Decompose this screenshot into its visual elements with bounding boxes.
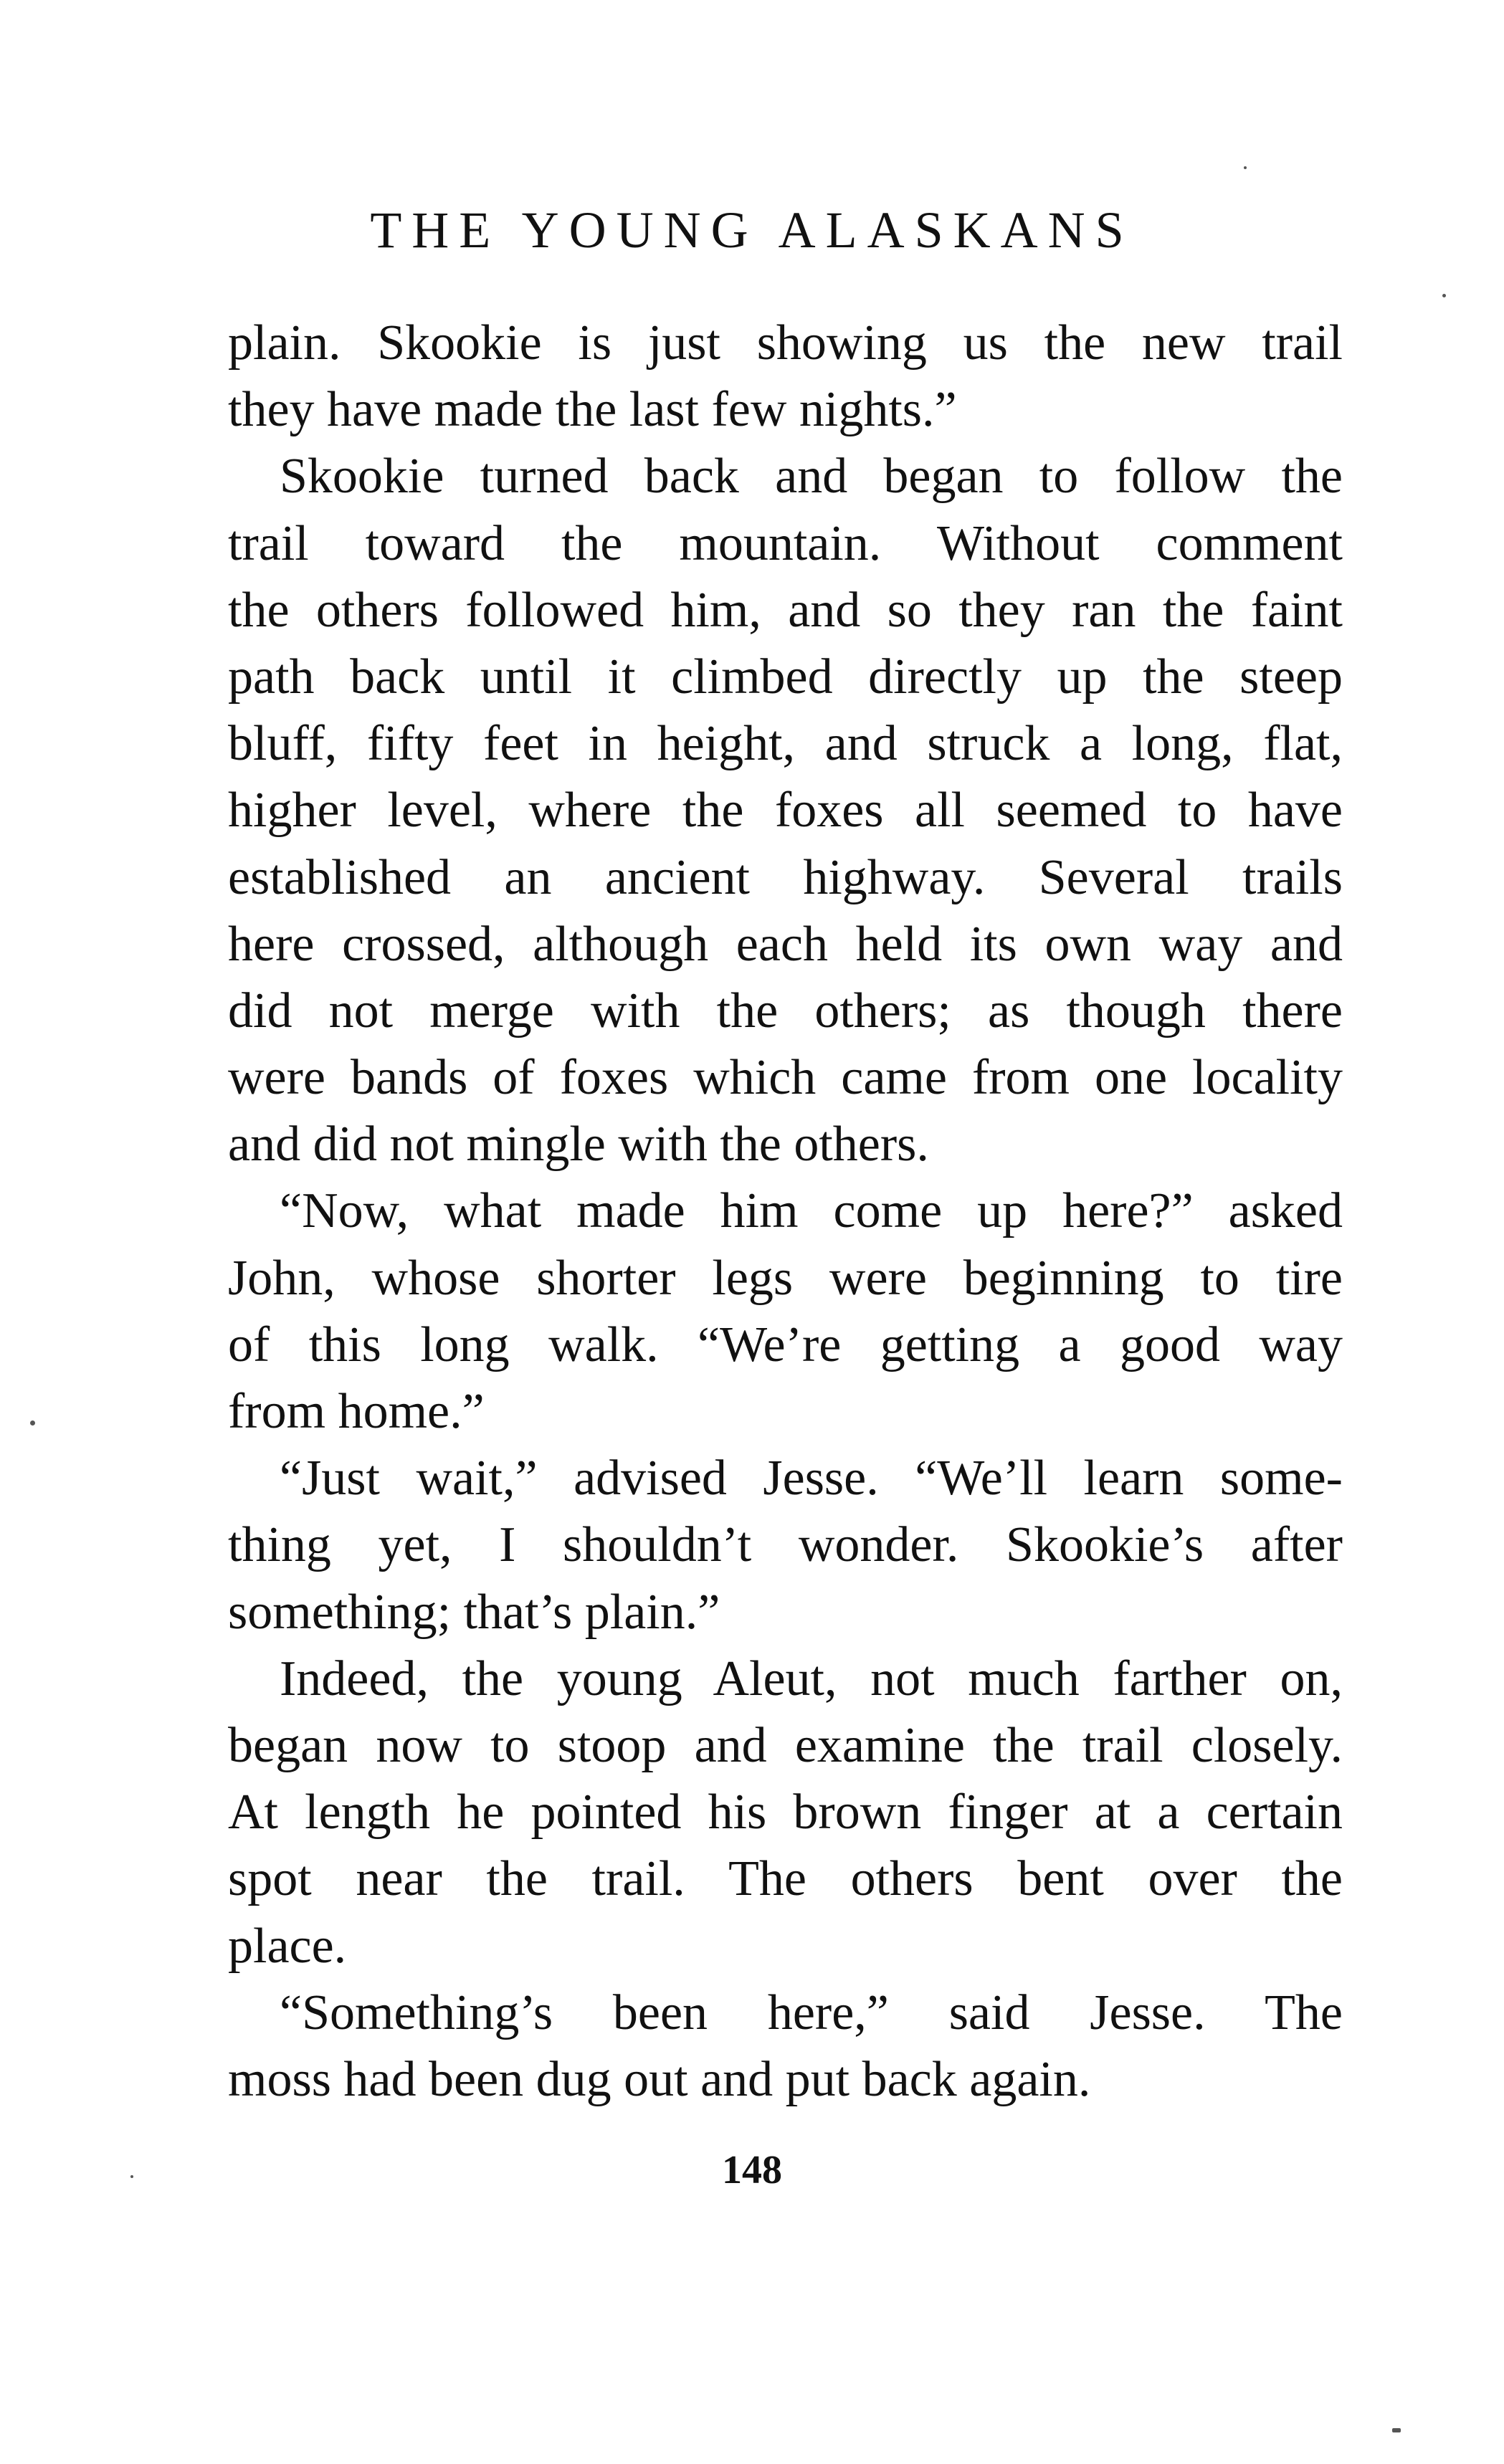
text-line: from home.” <box>228 1384 485 1439</box>
text-line: Indeed, the young Aleut, not much farther on, <box>280 1651 1343 1706</box>
text-line: the others followed him, and so they ran the faint <box>228 582 1343 638</box>
body-text <box>228 310 1343 2113</box>
paragraph <box>228 1980 1343 2113</box>
text-line: John, whose shorter legs were beginning to tire <box>228 1250 1343 1306</box>
text-line: something; that’s plain.” <box>228 1584 720 1640</box>
paragraph <box>228 443 1343 1178</box>
text-line: here crossed, although each held its own way and <box>228 916 1343 972</box>
paragraph <box>228 1646 1343 1980</box>
text-line: of this long walk. “We’re getting a good way <box>228 1317 1343 1372</box>
text-line: path back until it climbed directly up the steep <box>228 649 1343 705</box>
text-line: bluff, fifty feet in height, and struck a long, flat, <box>228 716 1343 772</box>
text-line: place. <box>228 1918 347 1974</box>
text-line: “Something’s been here,” said Jesse. The <box>280 1985 1343 2040</box>
text-line: At length he pointed his brown finger at a certain <box>228 1785 1343 1840</box>
text-line: established an ancient highway. Several trails <box>228 849 1343 905</box>
paragraph <box>228 1178 1343 1445</box>
print-speck <box>130 2175 133 2178</box>
text-line: did not merge with the others; as though there <box>228 983 1343 1038</box>
text-line: “Now, what made him come up here?” asked <box>280 1183 1343 1239</box>
print-speck <box>1392 2428 1401 2432</box>
text-line: higher level, where the foxes all seemed to have <box>228 783 1343 839</box>
print-speck <box>1244 166 1247 169</box>
paragraph <box>228 310 1343 443</box>
text-line: thing yet, I shouldn’t wonder. Skookie’s after <box>228 1517 1343 1573</box>
text-line: began now to stoop and examine the trail closely. <box>228 1717 1343 1773</box>
text-line: and did not mingle with the others. <box>228 1117 929 1173</box>
text-line: were bands of foxes which came from one locality <box>228 1050 1343 1106</box>
text-line: Skookie turned back and began to follow the <box>280 449 1343 505</box>
text-line: plain. Skookie is just showing us the new trail <box>228 315 1343 371</box>
print-speck <box>1442 294 1446 297</box>
running-head: THE YOUNG ALASKANS <box>370 201 1134 259</box>
print-speck <box>30 1420 35 1426</box>
text-line: spot near the trail. The others bent over the <box>228 1851 1343 1907</box>
paragraph <box>228 1445 1343 1646</box>
text-line: they have made the last few nights.” <box>228 382 957 438</box>
text-line: “Just wait,” advised Jesse. “We’ll learn some- <box>280 1451 1343 1506</box>
page-number: 148 <box>722 2148 782 2192</box>
text-line: trail toward the mountain. Without comment <box>228 515 1343 571</box>
text-line: moss had been dug out and put back again. <box>228 2051 1091 2107</box>
